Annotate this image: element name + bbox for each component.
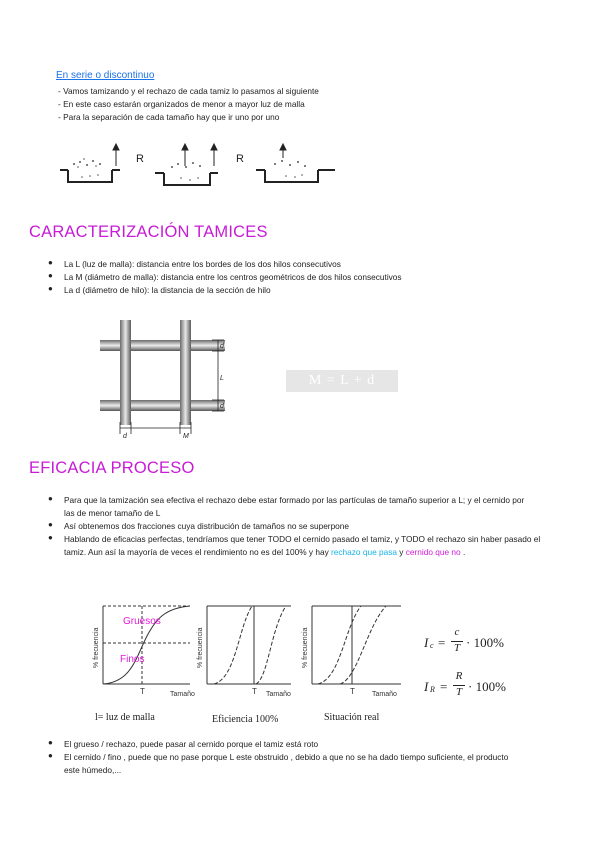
bottom-bullet-1: El grueso / rechazo, puede pasar al cernido porque el tamiz está roto xyxy=(64,739,319,749)
tick-t-3: T xyxy=(350,687,355,696)
mesh-label-d1: d xyxy=(220,343,224,350)
ir-eq: = xyxy=(440,679,448,694)
diagram-label-r2: R xyxy=(236,153,244,165)
xlabel-2: Tamaño xyxy=(266,691,291,698)
formula-text: M = L + d xyxy=(308,373,376,388)
caption-eficiencia: Eficiencia 100% xyxy=(212,714,279,725)
diagram-label-r1: R xyxy=(136,153,144,165)
xlabel-1: Tamaño xyxy=(170,691,195,698)
bullet3-and: y xyxy=(397,547,406,557)
bottom-bullet-2: El cernido / fino , puede que no pase porque L este obstruido , debido a que no se ha dado tiempo suficiente, el producto este húmedo,... xyxy=(64,752,509,775)
mesh-label-d2: d xyxy=(220,403,224,410)
ic-eq: = xyxy=(438,635,446,650)
ir-den: T xyxy=(455,686,463,698)
bullet-dot: ● xyxy=(48,494,53,503)
gruesos-label: Gruesos xyxy=(123,616,161,627)
caract-bullet-2: La M (diámetro de malla): distancia entre los centros geométricos de dos hilos consecutivos xyxy=(64,272,402,282)
wire-mesh-image xyxy=(100,320,250,445)
mesh-label-l: L xyxy=(220,375,224,382)
caption-situacion-real: Situación real xyxy=(324,712,380,723)
bullet-dot: ● xyxy=(48,533,53,542)
bullet-dot: ● xyxy=(48,258,53,267)
serie-link[interactable]: En serie o discontinuo xyxy=(56,70,155,81)
ir-lhs: I xyxy=(424,679,429,694)
cernido-que-no: cernido que no xyxy=(405,547,461,557)
eficacia-bullet-2: Así obtenemos dos fracciones cuya distribución de tamaños no se superpone xyxy=(64,521,350,531)
ic-num: c xyxy=(454,626,460,638)
bullet-dot: ● xyxy=(48,520,53,529)
finos-label: Finos xyxy=(120,654,145,665)
serie-line-1: - Vamos tamizando y el rechazo de cada tamiz lo pasamos al siguiente xyxy=(58,86,319,96)
ylabel-2: % frecuencia xyxy=(197,627,204,668)
caract-bullet-3: La d (diámetro de hilo): la distancia de la sección de hilo xyxy=(64,285,271,295)
bullet-dot: ● xyxy=(48,751,53,760)
sieve-series-diagram xyxy=(60,140,350,195)
bullet-dot: ● xyxy=(48,271,53,280)
bullet-dot: ● xyxy=(48,738,53,747)
ic-factor: · 100% xyxy=(466,635,504,650)
mesh-label-d3: d xyxy=(123,433,127,440)
ic-sub: c xyxy=(430,641,434,650)
ic-den: T xyxy=(453,642,461,654)
ylabel-3: % frecuencia xyxy=(302,627,309,668)
ic-lhs: I xyxy=(424,635,429,650)
tick-t-1: T xyxy=(140,687,145,696)
ir-factor: · 100% xyxy=(468,679,506,694)
formula-box xyxy=(286,370,398,392)
ir-sub: R xyxy=(430,685,435,694)
bullet3-end: . xyxy=(460,547,466,557)
tick-t-2: T xyxy=(252,687,257,696)
bullet-dot: ● xyxy=(48,284,53,293)
caract-bullet-1: La L (luz de malla): distancia entre los bordes de los dos hilos consecutivos xyxy=(64,259,341,269)
section-title-caracterizacion: CARACTERIZACIÓN TAMICES xyxy=(29,223,268,241)
caption-luz-malla: l= luz de malla xyxy=(95,712,155,723)
serie-line-3: - Para la separación de cada tamaño hay que ir uno por uno xyxy=(58,112,280,122)
eficacia-bullet-1: Para que la tamización sea efectiva el rechazo debe estar formado por las partículas de tamaño superior a L; y el cernido por las de menor tamaño de L xyxy=(64,495,525,518)
serie-line-2: - En este caso estarán organizados de menor a mayor luz de malla xyxy=(58,99,305,109)
bullet3-text: Hablando de eficacias perfectas, tendríamos que tener TODO el cernido pasado el tamiz, y TODO el rechazo sin haber pasado el tamiz. Aun así la mayoría de veces el rendimiento no es del 100% y hay xyxy=(64,534,541,557)
efficiency-graphs xyxy=(86,598,416,713)
section-title-eficacia: EFICACIA PROCESO xyxy=(29,459,195,477)
mesh-label-m: M xyxy=(183,433,189,440)
xlabel-3: Tamaño xyxy=(372,691,397,698)
eficacia-bullet-3 xyxy=(64,533,544,559)
ir-num: R xyxy=(455,670,463,682)
ylabel-1: % frecuencia xyxy=(93,627,100,668)
rechazo-que-pasa: rechazo que pasa xyxy=(331,547,397,557)
